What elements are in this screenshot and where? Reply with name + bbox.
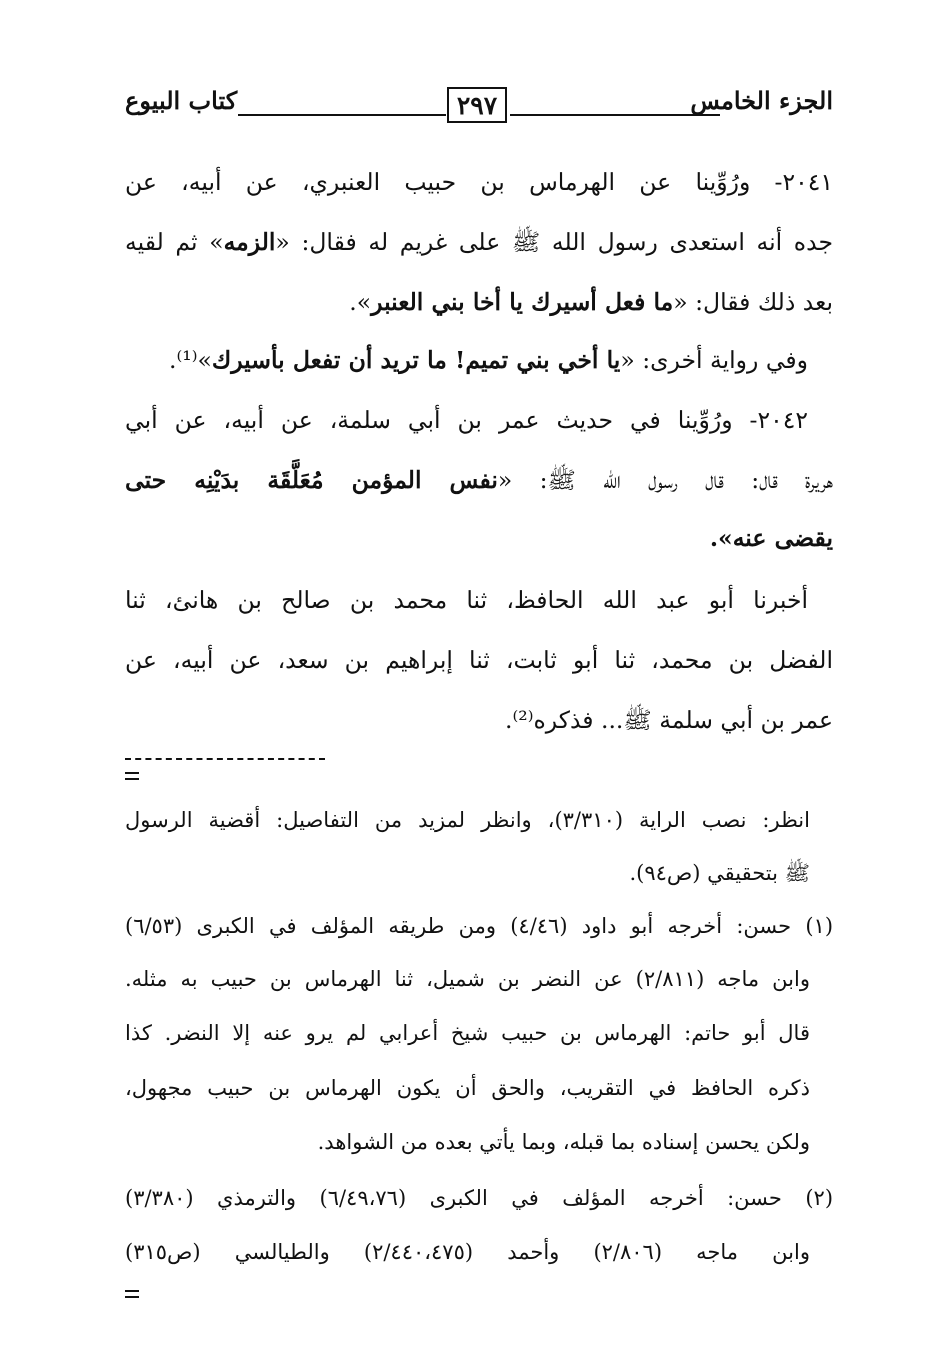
text-line: ٢٠٤٢- ورُوِّينا في حديث عمر بن أبي سلمة، عن أبيه، عن أبي [125,406,808,434]
text-line [125,466,833,500]
hadith-quote: ما فعل أسيرك يا أخا بني العنبر [371,288,674,316]
footnote-line: (١) حسن: أخرجه أبو داود (٤/٤٦) ومن طريقه المؤلف في الكبرى (٦/٥٣) [125,914,834,938]
continuation-mark [125,772,139,784]
text-line: عمر بن أبي سلمة ﷺ... فذكره⁽²⁾. [505,706,833,734]
volume-label: الجزء الخامس [690,86,833,115]
book-title: كتاب البيوع [125,86,238,115]
hadith-quote: يقضى عنه». [709,524,833,552]
footnote-line: قال أبو حاتم: الهرماس بن حبيب شيخ أعرابي لم يرو عنه إلا النضر. كذا [125,1021,810,1045]
text-run: وفي رواية أخرى: « [620,346,808,374]
text-line [349,288,833,316]
hadith-quote: يا أخي بني تميم! ما تريد أن تفعل بأسيرك [211,346,621,374]
footnote-line: ﷺ بتحقيقي (ص٩٤). [629,861,810,885]
footnote-line: وابن ماجه (٢/٨١١) عن النضر بن شميل، ثنا الهرماس بن حبيب به مثله. [125,967,810,991]
text-run: ». [349,288,372,316]
footnote-line: ولكن يحسن إسناده بما قبله، وبما يأتي بعده من الشواهد. [317,1130,810,1154]
footnote-separator [125,758,325,760]
text-line [169,346,808,374]
text-line [125,228,833,262]
text-run: » ثم لقيه [125,228,224,256]
hadith-quote: الزمه [223,228,276,256]
text-run: هريرة قال: قال رسول الله ﷺ: « [497,466,833,494]
footnote-line: انظر: نصب الراية (٣/٣١٠)، وانظر لمزيد من التفاصيل: أقضية الرسول [125,808,810,832]
continuation-mark [125,1290,139,1302]
footnote-line: وابن ماجه (٢/٨٠٦) وأحمد (٢/٤٤٠،٤٧٥) والطيالسي (ص٣١٥) [125,1240,810,1264]
text-line: ٢٠٤١- ورُوِّينا عن الهرماس بن حبيب العنبري، عن أبيه، عن [125,168,833,196]
text-line: أخبرنا أبو عبد الله الحافظ، ثنا محمد بن صالح بن هانئ، ثنا [125,586,808,614]
page-number: ٢٩٧ [447,87,507,123]
footnote-line: (٢) حسن: أخرجه المؤلف في الكبرى (٦/٤٩،٧٦) والترمذي (٣/٣٨٠) [125,1186,834,1210]
text-run: »⁽¹⁾. [169,346,212,374]
header-rule-right [510,114,720,116]
text-run: جده أنه استعدى رسول الله ﷺ على غريم له فقال: « [275,228,833,256]
text-line: الفضل بن محمد، ثنا أبو ثابت، ثنا إبراهيم بن سعد، عن أبيه، عن [125,646,833,674]
text-line [710,524,833,552]
hadith-quote: نفس المؤمن مُعَلَّقَة بدَيْنِه حتى [125,466,498,494]
header-rule-left [238,114,446,116]
footnote-line: ذكره الحافظ في التقريب، والحق أن يكون الهرماس بن حبيب مجهول، [125,1076,810,1100]
text-run: بعد ذلك فقال: « [673,288,833,316]
